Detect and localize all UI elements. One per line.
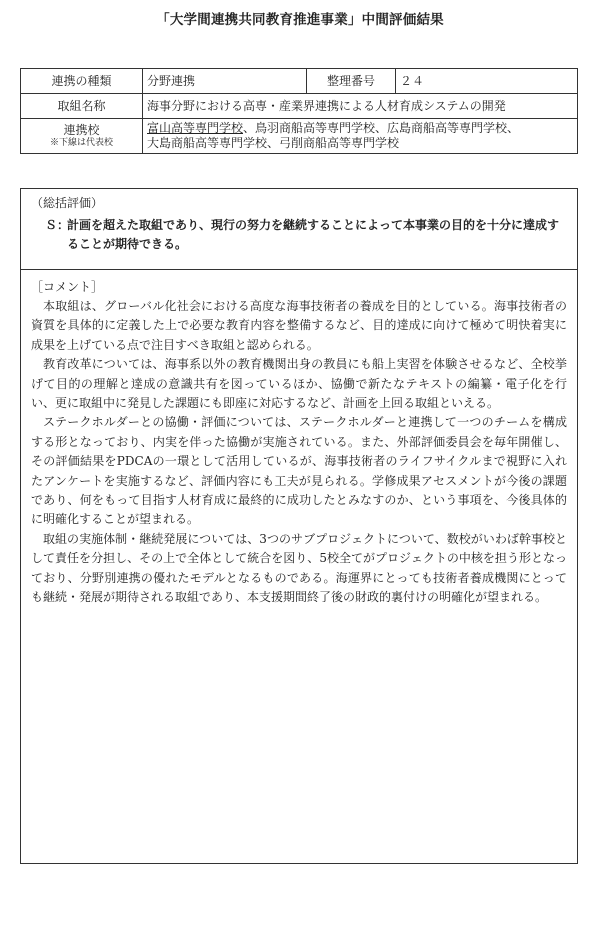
comment-label: ［コメント］: [31, 280, 104, 294]
page-title: 「大学間連携共同教育推進事業」中間評価結果: [156, 12, 444, 28]
overall-text: 計画を超えた取組であり、現行の努力を継続することによって本事業の目的を十分に達成することが期待できる。: [67, 218, 560, 251]
schools-label: 連携校: [63, 123, 100, 137]
comment-paragraph: 本取組は、グローバル化社会における高度な海事技術者の養成を目的としている。海事技術者の資質を具体的に定義した上で必要な教育内容を整備するなど、目的達成に向けて極めて明快着実に成果を上げている点で注目すべき取組と認められる。: [31, 299, 567, 352]
comment-paragraph: 取組の実施体制・継続発展については、3つのサブプロジェクトについて、数校がいわば幹事校として責任を分担し、その上で全体として統合を図り、5校全てがプロジェクトの中核を担う形となっており、分野別連携の優れたモデルとなるものである。海運界にとっても技術者養成機関にとっても継続・発展が期待される取組であり、本支援期間終了後の財政的裏付けの明確化が望まれる。: [31, 531, 567, 605]
overall-label: （総括評価）: [31, 196, 104, 210]
info-table: [20, 68, 578, 154]
evaluation-box: [20, 188, 578, 864]
type-value: 分野連携: [143, 69, 307, 94]
lead-school: 富山高等専門学校: [147, 121, 244, 135]
comment-paragraph: 教育改革については、海事系以外の教育機関出身の教員にも船上実習を体験させるなど、全校挙げて目的の理解と達成の意識共有を図っているほか、協働で新たなテキストの編纂・電子化を行い、更に取組中に発見した課題にも即座に対応するなど、計画を上回る取組といえる。: [31, 357, 567, 411]
info-row-schools: [21, 119, 578, 154]
schools-header: [21, 119, 143, 154]
schools-note: ※下線は代表校: [49, 138, 113, 148]
project-label: 取組名称: [21, 94, 143, 119]
overall-grade: Ｓ：: [45, 218, 70, 232]
overall-evaluation: [21, 189, 577, 270]
schools-line1: 、鳥羽商船高等専門学校、広島商船高等専門学校、: [243, 121, 520, 135]
number-value: ２４: [396, 69, 578, 94]
number-label: 整理番号: [307, 69, 396, 94]
project-value: 海事分野における高専・産業界連携による人材育成システムの開発: [143, 94, 578, 119]
schools-line2: 大島商船高等専門学校、弓削商船高等専門学校: [147, 136, 400, 150]
comment-section: [21, 270, 577, 616]
comment-paragraph: ステークホルダーとの協働・評価については、ステークホルダーと連携して一つのチームを構成する形となっており、内実を伴った協働が実施されている。また、外部評価委員会を毎年開催し、その評価結果をPDCAの一環として活用しているが、海事技術者のライフサイクルまで視野に入れたアンケートを実施するなど、評価内容にも工夫が見られる。学修成果アセスメントが今後の課題であり、何をもって目指す人材育成に最終的に成功したとみなすのか、という事項を、今後具体的に明確化することが望まれる。: [31, 415, 567, 527]
info-row-type: [21, 69, 578, 94]
type-label: 連携の種類: [21, 69, 143, 94]
schools-value: [143, 119, 578, 154]
info-row-project: [21, 94, 578, 119]
